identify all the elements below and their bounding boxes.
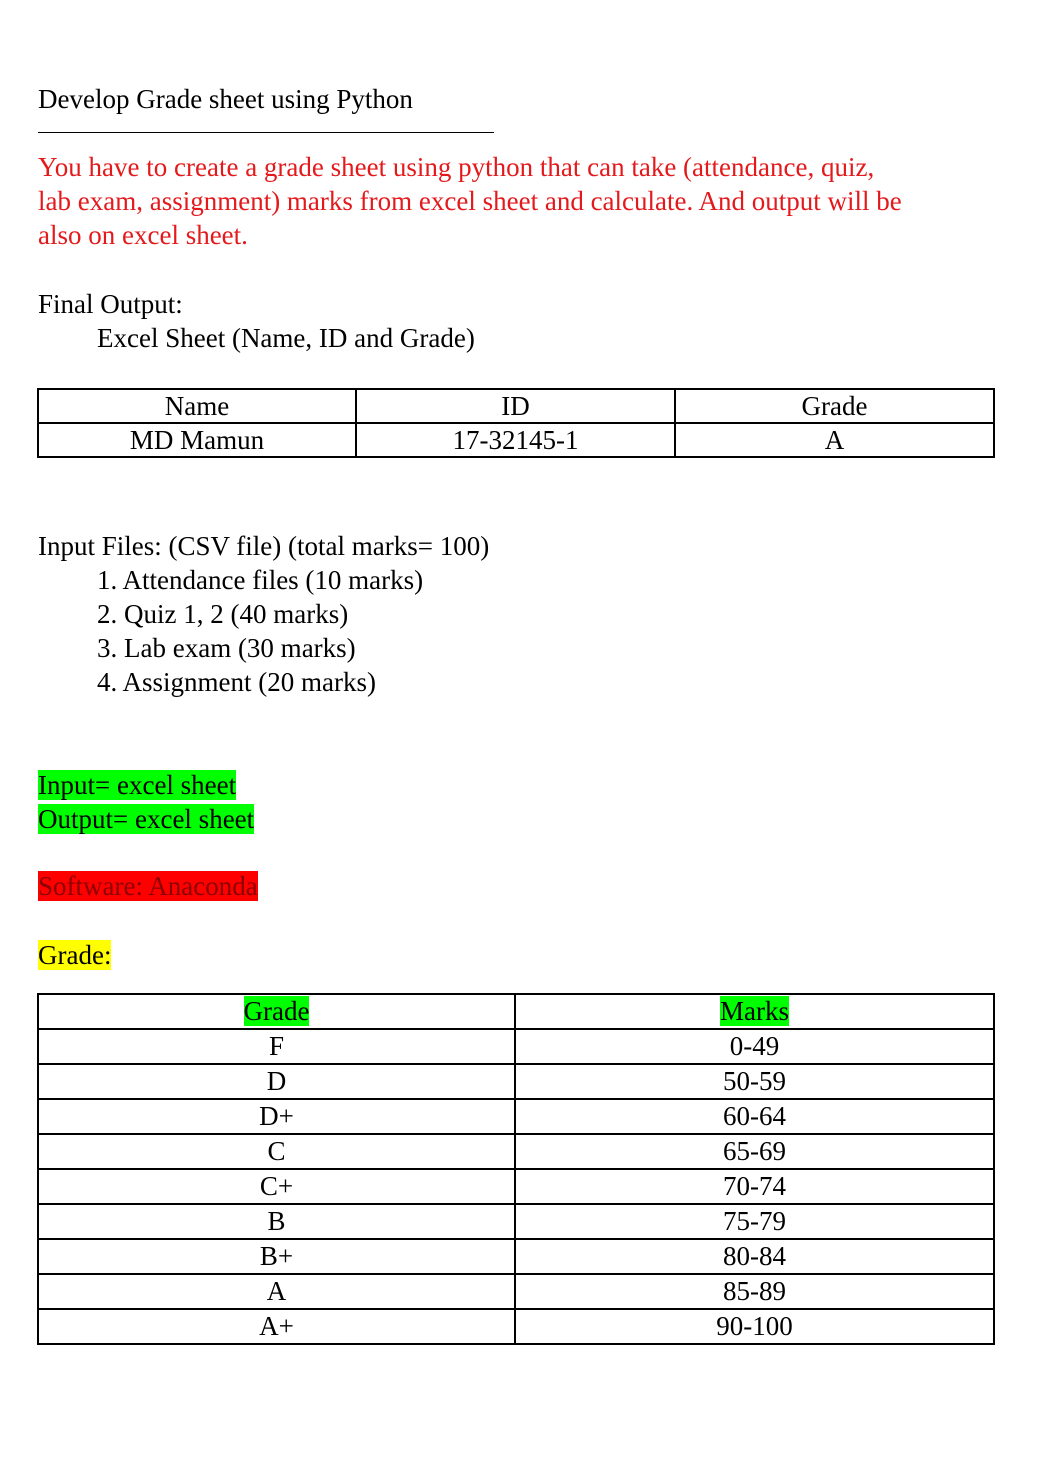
input-file-item: 4. Assignment (20 marks) [97, 667, 376, 697]
marks-cell: 50-59 [515, 1064, 994, 1099]
grade-table-row [38, 1099, 994, 1134]
intro-line: lab exam, assignment) marks from excel sheet and calculate. And output will be [38, 186, 902, 216]
final-output-description: Excel Sheet (Name, ID and Grade) [97, 323, 475, 353]
grade-table [37, 993, 995, 1345]
input-file-item: 3. Lab exam (30 marks) [97, 633, 356, 663]
output-cell-name: MD Mamun [38, 423, 356, 457]
output-table [37, 388, 995, 458]
io-output-note [38, 802, 254, 836]
output-cell-grade: A [675, 423, 994, 457]
document-title: Develop Grade sheet using Python [38, 84, 413, 114]
grade-header-marks [515, 994, 994, 1029]
marks-cell: 75-79 [515, 1204, 994, 1239]
marks-cell: 0-49 [515, 1029, 994, 1064]
marks-cell: 65-69 [515, 1134, 994, 1169]
grade-section-label [38, 938, 111, 972]
grade-cell: B [38, 1204, 515, 1239]
output-table-header-row [38, 389, 994, 423]
intro-line: You have to create a grade sheet using python that can take (attendance, quiz, [38, 152, 875, 182]
grade-cell: A+ [38, 1309, 515, 1344]
grade-header-grade-text: Grade [243, 996, 310, 1026]
marks-cell: 60-64 [515, 1099, 994, 1134]
grade-cell: B+ [38, 1239, 515, 1274]
output-cell-id: 17-32145-1 [356, 423, 675, 457]
marks-cell: 90-100 [515, 1309, 994, 1344]
intro-line: also on excel sheet. [38, 220, 248, 250]
output-header-id: ID [356, 389, 675, 423]
grade-header-marks-text: Marks [720, 996, 789, 1026]
input-file-item: 1. Attendance files (10 marks) [97, 565, 424, 595]
io-input-text: Input= excel sheet [38, 770, 237, 800]
title-underline [38, 132, 490, 133]
grade-table-header-row [38, 994, 994, 1029]
input-files-list [97, 563, 423, 699]
grade-label-text: Grade: [38, 940, 112, 970]
grade-cell: C [38, 1134, 515, 1169]
final-output-label: Final Output: [38, 289, 183, 319]
marks-cell: 70-74 [515, 1169, 994, 1204]
grade-header-grade [38, 994, 515, 1029]
grade-table-row [38, 1274, 994, 1309]
io-output-text: Output= excel sheet [38, 804, 255, 834]
grade-table-row [38, 1064, 994, 1099]
output-header-grade: Grade [675, 389, 994, 423]
marks-cell: 80-84 [515, 1239, 994, 1274]
grade-table-row [38, 1169, 994, 1204]
grade-cell: A [38, 1274, 515, 1309]
input-file-item: 2. Quiz 1, 2 (40 marks) [97, 599, 349, 629]
grade-cell: F [38, 1029, 515, 1064]
grade-table-row [38, 1239, 994, 1274]
marks-cell: 85-89 [515, 1274, 994, 1309]
grade-cell: D [38, 1064, 515, 1099]
software-text: Software: Anaconda [38, 871, 258, 901]
grade-table-row [38, 1134, 994, 1169]
intro-paragraph [38, 150, 1008, 252]
grade-cell: C+ [38, 1169, 515, 1204]
grade-table-row [38, 1309, 994, 1344]
output-header-name: Name [38, 389, 356, 423]
grade-cell: D+ [38, 1099, 515, 1134]
io-input-note [38, 768, 236, 802]
grade-table-row [38, 1029, 994, 1064]
input-files-title: Input Files: (CSV file) (total marks= 100) [38, 531, 490, 561]
grade-table-row [38, 1204, 994, 1239]
software-note [38, 869, 258, 903]
output-table-row [38, 423, 994, 457]
